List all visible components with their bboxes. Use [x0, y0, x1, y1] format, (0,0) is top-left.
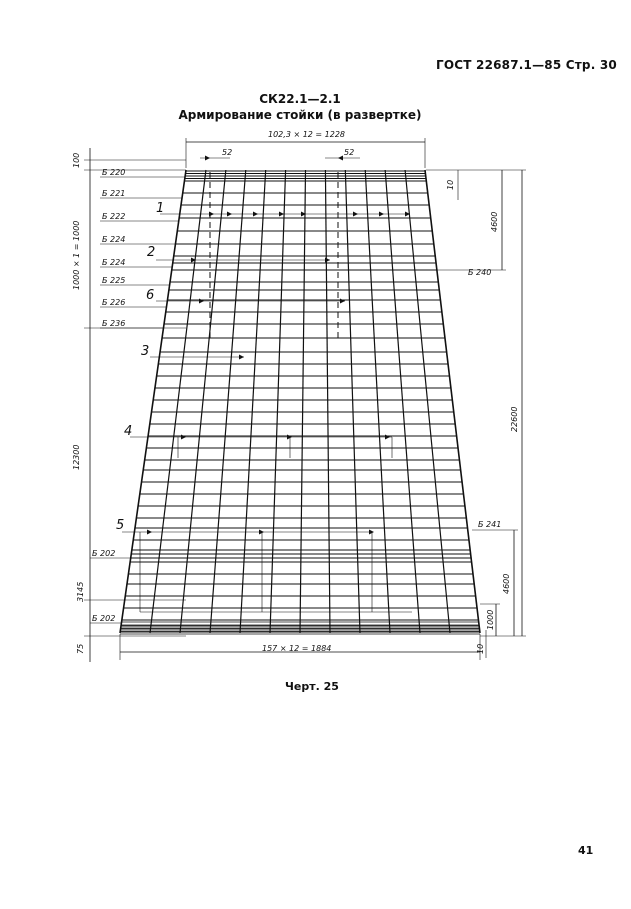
arrowhead: [369, 530, 374, 535]
bar-label: Б 220: [102, 168, 126, 177]
arrowhead: [181, 435, 186, 440]
arrowhead: [209, 212, 214, 217]
bar-label-right: Б 241: [478, 520, 502, 529]
dim-bottom-span: 157 × 12 = 1884: [262, 644, 332, 653]
bar-label: Б 224: [102, 258, 126, 267]
longitudinal-bar: [345, 170, 360, 633]
bar-label: Б 224: [102, 235, 126, 244]
arrowhead: [199, 299, 204, 304]
dim-top-right-52: 52: [344, 148, 355, 157]
arrowhead: [205, 156, 210, 161]
dim-right-4600-top: 4600: [490, 211, 499, 232]
drawing-subtitle: Армирование стойки (в развертке): [178, 108, 422, 122]
position-number: 2: [147, 245, 156, 260]
dim-left-100: 100: [72, 152, 81, 168]
dim-right-22600: 22600: [510, 406, 519, 432]
figure-caption: Черт. 25: [285, 680, 339, 693]
longitudinal-bar: [150, 170, 206, 633]
position-number: 6: [146, 288, 155, 303]
dim-top-span: 102,3 × 12 = 1228: [268, 130, 346, 139]
arrowhead: [338, 156, 343, 161]
longitudinal-bar: [365, 170, 390, 633]
arrowhead: [353, 212, 358, 217]
dim-right-1000: 1000: [486, 609, 495, 630]
longitudinal-bar: [120, 170, 186, 633]
bar-label: Б 202: [92, 614, 116, 623]
bar-label: Б 202: [92, 549, 116, 558]
position-number: 4: [124, 424, 133, 439]
arrowhead: [227, 212, 232, 217]
bar-label: Б 225: [102, 276, 126, 285]
bar-label: Б 236: [102, 319, 126, 328]
bar-label: Б 226: [102, 298, 126, 307]
arrowhead: [287, 435, 292, 440]
position-number: 5: [116, 518, 125, 533]
dim-left-75: 75: [76, 643, 85, 654]
position-number: 3: [141, 344, 150, 359]
longitudinal-bar: [300, 170, 306, 633]
longitudinal-bar: [425, 170, 480, 633]
arrowhead: [239, 355, 244, 360]
arrowhead: [379, 212, 384, 217]
page-number: 41: [578, 844, 594, 857]
drawing-title: СК22.1—2.1: [259, 92, 341, 106]
longitudinal-bar: [385, 170, 420, 633]
arrowhead: [253, 212, 258, 217]
dim-top-left-52: 52: [222, 148, 233, 157]
longitudinal-bar: [325, 170, 330, 633]
position-number: 1: [156, 201, 165, 216]
dim-left-1000: 1000 × 1 = 1000: [72, 220, 81, 290]
bar-label: Б 222: [102, 212, 126, 221]
longitudinal-bar: [405, 170, 450, 633]
arrowhead: [279, 212, 284, 217]
arrowhead: [340, 299, 345, 304]
arrowhead: [385, 435, 390, 440]
longitudinal-bar: [270, 170, 286, 633]
arrowhead: [259, 530, 264, 535]
longitudinal-bar: [210, 170, 246, 633]
document-header: ГОСТ 22687.1—85 Стр. 30: [436, 58, 617, 72]
arrowhead: [147, 530, 152, 535]
dim-left-12300: 12300: [72, 444, 81, 470]
longitudinal-bar: [180, 170, 226, 633]
arrowhead: [325, 258, 330, 263]
dim-right-4600-bot: 4600: [502, 573, 511, 594]
dim-left-3145: 3145: [76, 581, 85, 602]
bar-label-right: Б 240: [468, 268, 492, 277]
dim-right-10-bot: 10: [476, 643, 485, 654]
bar-label: Б 221: [102, 189, 126, 198]
dim-right-10-top: 10: [446, 179, 455, 190]
